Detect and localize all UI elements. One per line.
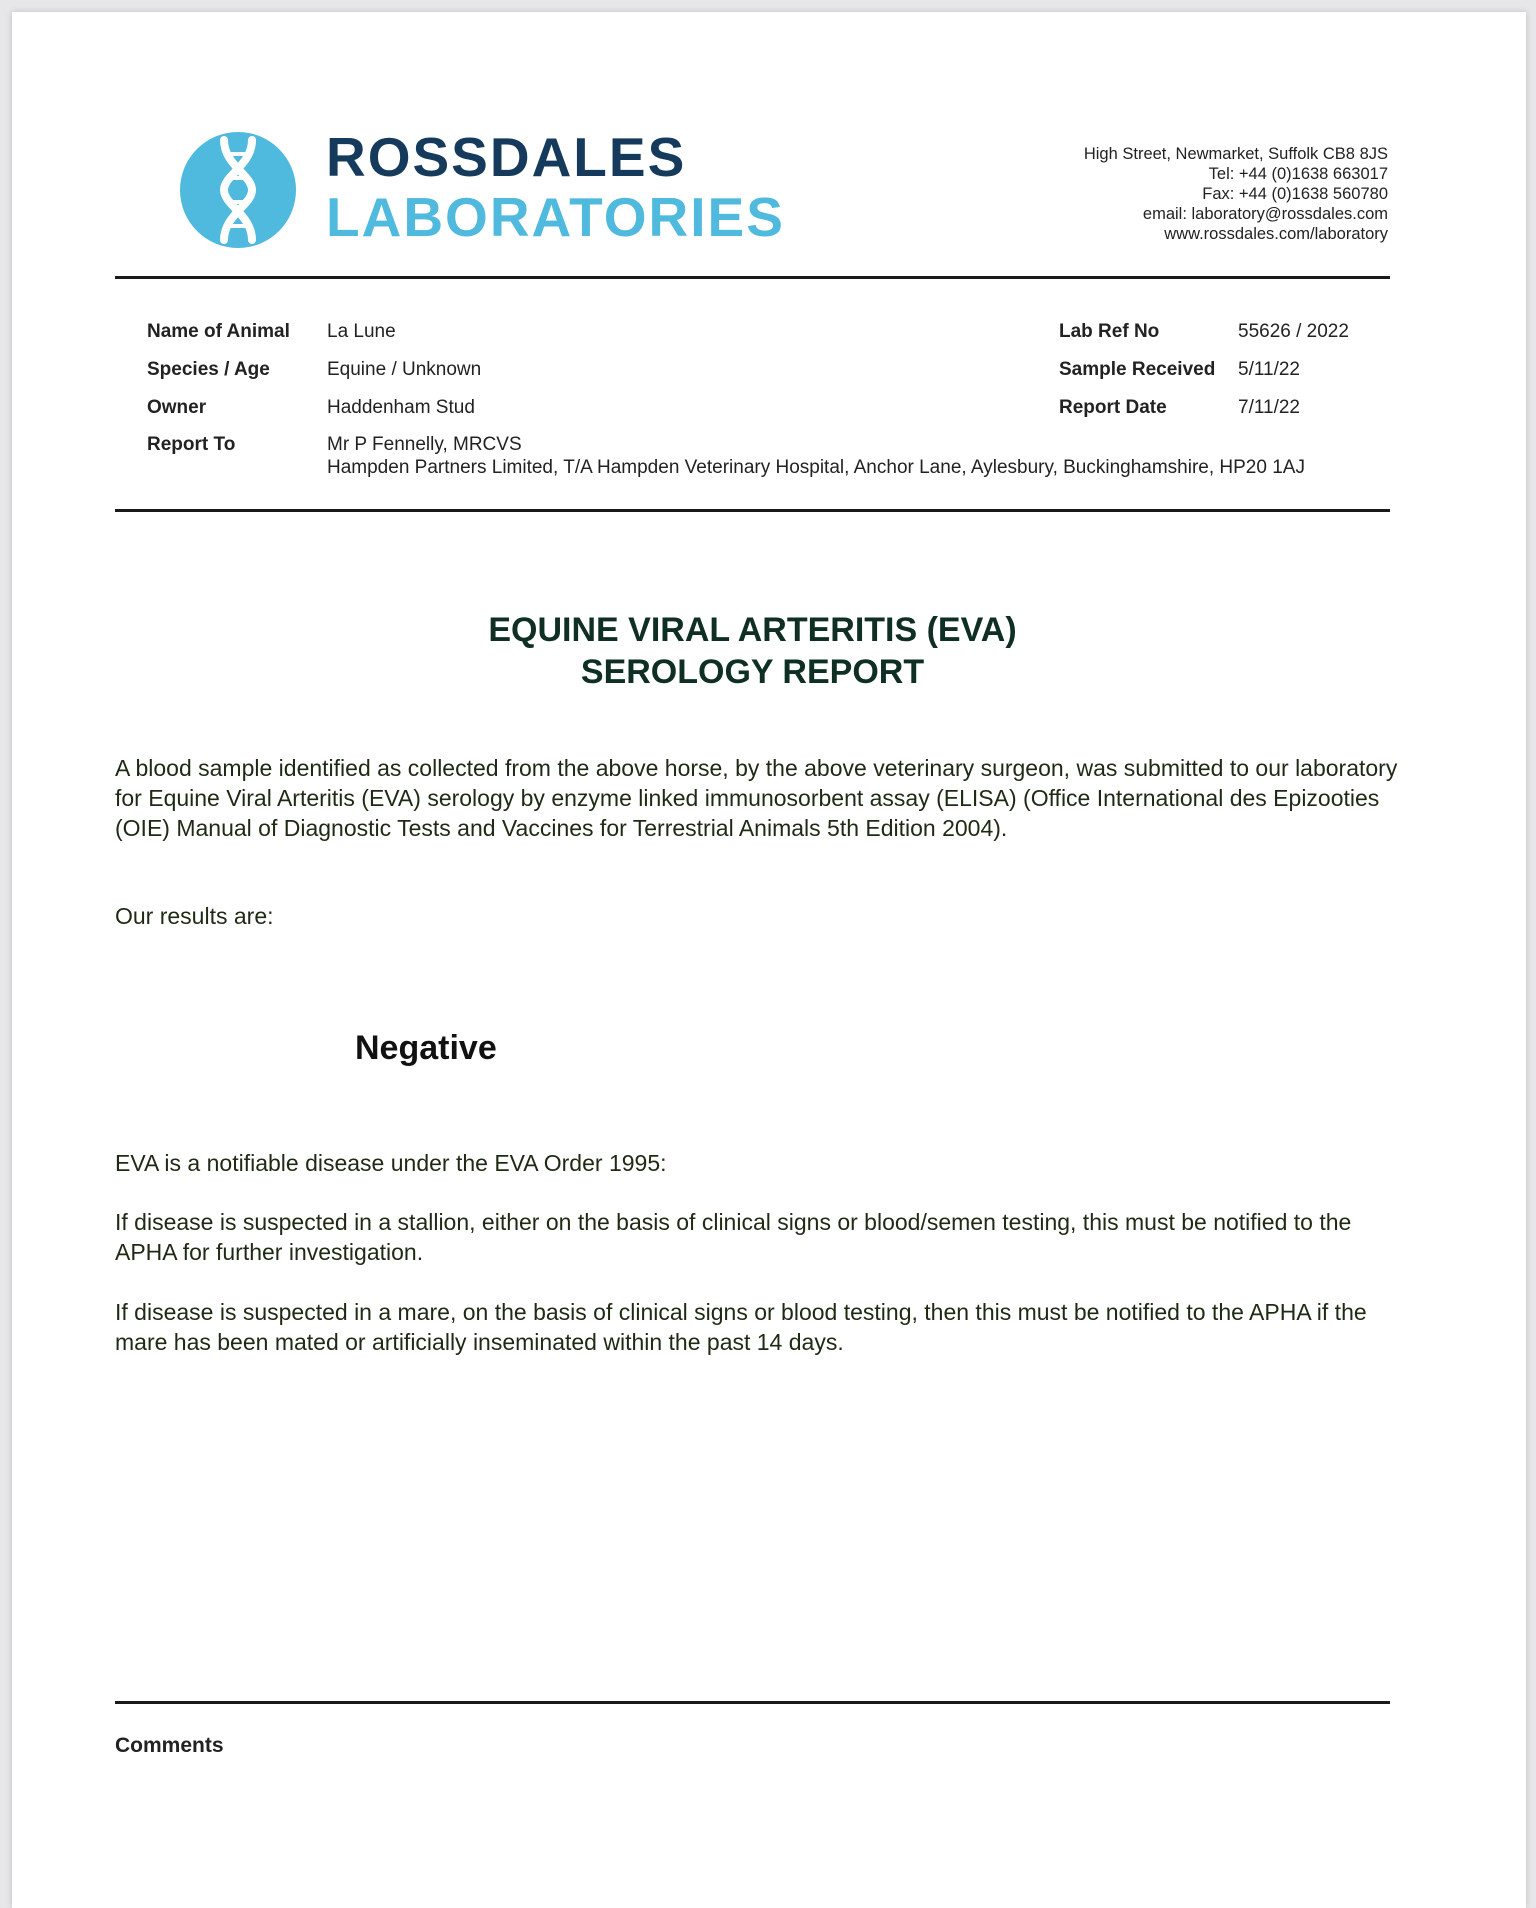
results-intro: Our results are: (115, 903, 274, 929)
report-to-name: Mr P Fennelly, MRCVS (327, 434, 522, 455)
comments-label: Comments (115, 1734, 224, 1757)
web-line: www.rossdales.com/laboratory (1164, 225, 1388, 243)
stallion-paragraph: If disease is suspected in a stallion, either on the basis of clinical signs or blood/semen testing, this must be notified to the APHA for further investigation. (115, 1209, 1352, 1265)
contact-block (1084, 144, 1388, 244)
report-to-address: Hampden Partners Limited, T/A Hampden Veterinary Hospital, Anchor Lane, Aylesbury, Buckinghamshire, HP20 1AJ (327, 457, 1305, 478)
species-label: Species / Age (147, 359, 270, 380)
divider-top (115, 276, 1390, 279)
sample-received-label: Sample Received (1059, 359, 1216, 380)
name-value: La Lune (327, 321, 396, 342)
notifiable-paragraph: EVA is a notifiable disease under the EVA Order 1995: (115, 1150, 667, 1176)
report-date-label: Report Date (1059, 397, 1167, 418)
report-title: EQUINE VIRAL ARTERITIS (EVA) (488, 611, 1017, 649)
brand-subtitle: LABORATORIES (326, 186, 785, 248)
species-value: Equine / Unknown (327, 359, 482, 380)
intro-paragraph: A blood sample identified as collected from the above horse, by the above veterinary surgeon, was submitted to our laboratory for Equine Viral Arteritis (EVA) serology by enzyme linked immunosorbent assay (ELISA) (Office International des Epizooties (OIE) Manual of Diagnostic Tests and Vaccines for Terrestrial Animals 5th Edition 2004). (115, 755, 1398, 841)
owner-label: Owner (147, 397, 207, 418)
owner-value: Haddenham Stud (327, 397, 475, 418)
lab-ref-label: Lab Ref No (1059, 321, 1160, 342)
report-subtitle: SEROLOGY REPORT (580, 653, 925, 691)
divider-comments (115, 1701, 1390, 1704)
lab-ref-value: 55626 / 2022 (1238, 321, 1349, 342)
address-line: High Street, Newmarket, Suffolk CB8 8JS (1083, 145, 1388, 163)
tel-line: Tel: +44 (0)1638 663017 (1208, 165, 1388, 183)
sample-received-value: 5/11/22 (1238, 359, 1300, 380)
report-page (12, 12, 1526, 1908)
dna-logo-icon (178, 130, 298, 250)
brand-name: ROSSDALES (326, 126, 687, 188)
report-date-value: 7/11/22 (1238, 397, 1300, 418)
divider-details (115, 509, 1390, 512)
email-line: email: laboratory@rossdales.com (1142, 205, 1388, 223)
test-result: Negative (355, 1029, 497, 1067)
fax-line: Fax: +44 (0)1638 560780 (1202, 185, 1388, 203)
report-to-label: Report To (147, 434, 236, 455)
mare-paragraph: If disease is suspected in a mare, on the basis of clinical signs or blood testing, then this must be notified to the APHA if the mare has been mated or artificially inseminated within the past 14 days. (115, 1299, 1367, 1355)
name-label: Name of Animal (147, 321, 290, 342)
